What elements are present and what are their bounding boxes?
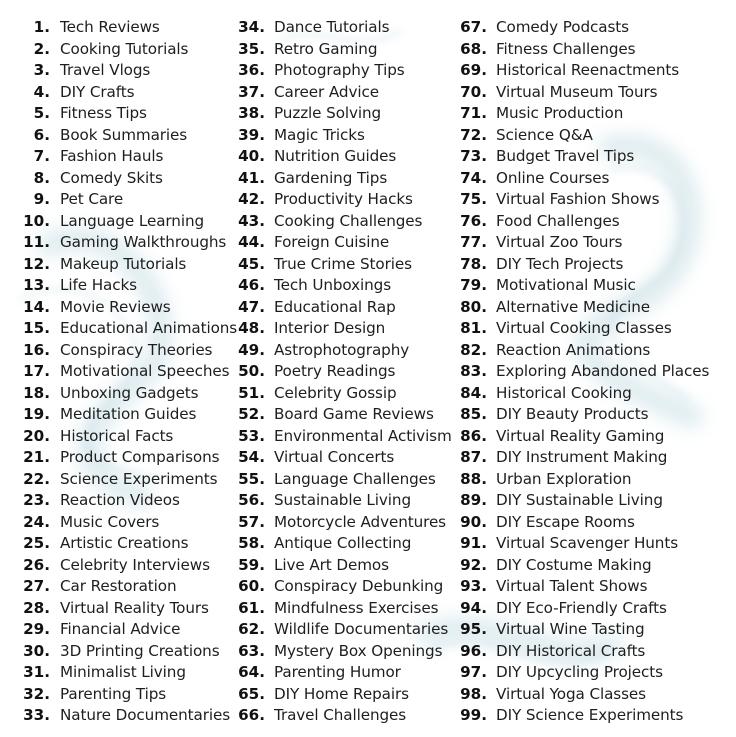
item-label: Cooking Challenges (274, 211, 423, 230)
item-label: Interior Design (274, 319, 386, 337)
item-label: Photography Tips (274, 61, 405, 79)
item-number: 1. (33, 18, 50, 36)
item-number: 25. (23, 534, 50, 552)
item-label: Comedy Skits (60, 168, 163, 187)
item-number: 22. (23, 469, 50, 488)
item-number: 89. (460, 491, 487, 509)
item-number: 82. (460, 340, 487, 359)
item-number: 73. (460, 147, 487, 165)
item-number: 2. (33, 39, 50, 58)
item-number: 50. (238, 362, 265, 380)
item-number: 87. (460, 448, 487, 466)
item-number: 86. (460, 426, 487, 445)
item-number: 51. (238, 383, 265, 402)
item-label: Virtual Scavenger Hunts (496, 534, 679, 552)
item-label: Nature Documentaries (60, 706, 231, 724)
item-number: 10. (23, 211, 50, 230)
item-label: Gaming Walkthroughs (60, 233, 227, 251)
item-number: 68. (460, 39, 487, 58)
item-label: Virtual Yoga Classes (496, 684, 646, 703)
item-number: 67. (460, 18, 487, 36)
item-number: 29. (23, 620, 50, 638)
item-number: 40. (238, 147, 265, 165)
item-label: DIY Home Repairs (274, 684, 409, 703)
item-label: Budget Travel Tips (496, 147, 635, 165)
item-label: Science Q&A (496, 125, 593, 144)
item-number: 23. (23, 491, 50, 509)
item-number: 28. (23, 598, 50, 617)
item-label: Historical Facts (60, 426, 174, 445)
item-label: Meditation Guides (60, 405, 197, 423)
item-number: 4. (33, 82, 50, 101)
item-number: 55. (238, 469, 265, 488)
item-number: 44. (238, 233, 265, 251)
item-label: Music Covers (60, 512, 160, 531)
item-label: Gardening Tips (274, 168, 388, 187)
item-number: 30. (23, 641, 50, 660)
item-label: Comedy Podcasts (496, 18, 629, 36)
item-label: Career Advice (274, 82, 379, 101)
item-label: Alternative Medicine (496, 297, 650, 316)
item-number: 69. (460, 61, 487, 79)
item-label: Poetry Readings (274, 362, 396, 380)
item-label: True Crime Stories (274, 254, 412, 273)
item-label: Pet Care (60, 190, 124, 208)
item-number: 34. (238, 18, 265, 36)
item-number: 49. (238, 340, 265, 359)
item-label: Environmental Activism (274, 426, 452, 445)
item-label: Virtual Talent Shows (496, 577, 648, 595)
item-number: 45. (238, 254, 265, 273)
item-label: Science Experiments (60, 469, 218, 488)
item-number: 8. (33, 168, 50, 187)
item-number: 91. (460, 534, 487, 552)
item-number: 53. (238, 426, 265, 445)
item-number: 94. (460, 598, 487, 617)
item-label: DIY Sustainable Living (496, 491, 663, 509)
item-label: 3D Printing Creations (60, 641, 220, 660)
item-number: 42. (238, 190, 265, 208)
item-label: Exploring Abandoned Places (496, 362, 710, 380)
item-label: Celebrity Gossip (274, 383, 397, 402)
item-number: 72. (460, 125, 487, 144)
item-number: 84. (460, 383, 487, 402)
item-number: 75. (460, 190, 487, 208)
item-label: Reaction Videos (60, 491, 180, 509)
item-number: 83. (460, 362, 487, 380)
item-number: 98. (460, 684, 487, 703)
item-number: 43. (238, 211, 265, 230)
item-label: Motivational Speeches (60, 362, 230, 380)
item-number: 56. (238, 491, 265, 509)
item-label: DIY Science Experiments (496, 706, 684, 724)
item-label: DIY Crafts (60, 82, 135, 101)
item-number: 37. (238, 82, 265, 101)
item-label: Makeup Tutorials (60, 254, 187, 273)
item-number: 99. (460, 706, 487, 724)
item-number: 24. (23, 512, 50, 531)
item-label: Fashion Hauls (60, 147, 164, 165)
item-number: 71. (460, 104, 487, 122)
item-number: 97. (460, 663, 487, 681)
item-label: Virtual Reality Gaming (496, 426, 665, 445)
item-number: 77. (460, 233, 487, 251)
item-label: DIY Eco-Friendly Crafts (496, 598, 667, 617)
item-number: 80. (460, 297, 487, 316)
item-number: 31. (23, 663, 50, 681)
item-number: 36. (238, 61, 265, 79)
item-label: Sustainable Living (274, 491, 411, 509)
item-number: 11. (23, 233, 50, 251)
item-label: Book Summaries (60, 125, 188, 144)
item-label: Astrophotography (274, 340, 410, 359)
item-label: Parenting Tips (60, 684, 167, 703)
item-number: 27. (23, 577, 50, 595)
item-label: Language Challenges (274, 469, 436, 488)
item-label: Virtual Fashion Shows (496, 190, 660, 208)
item-number: 63. (238, 641, 265, 660)
item-number: 66. (238, 706, 265, 724)
item-label: Online Courses (496, 168, 610, 187)
item-label: DIY Beauty Products (496, 405, 649, 423)
item-number: 41. (238, 168, 265, 187)
item-label: Cooking Tutorials (60, 39, 189, 58)
item-number: 59. (238, 555, 265, 574)
item-label: Motivational Music (496, 276, 636, 294)
item-number: 14. (23, 297, 50, 316)
item-number: 16. (23, 340, 50, 359)
item-label: Conspiracy Debunking (274, 577, 444, 595)
item-label: Fitness Challenges (496, 39, 636, 58)
item-number: 9. (33, 190, 50, 208)
item-label: DIY Instrument Making (496, 448, 668, 466)
item-label: Virtual Cooking Classes (496, 319, 672, 337)
item-label: Foreign Cuisine (274, 233, 390, 251)
item-label: Virtual Wine Tasting (496, 620, 645, 638)
item-label: Conspiracy Theories (60, 340, 213, 359)
item-label: Language Learning (60, 211, 205, 230)
item-label: Virtual Zoo Tours (496, 233, 623, 251)
item-number: 65. (238, 684, 265, 703)
item-number: 21. (23, 448, 50, 466)
item-label: Tech Reviews (60, 18, 160, 36)
item-number: 62. (238, 620, 265, 638)
item-label: Dance Tutorials (274, 18, 390, 36)
item-number: 26. (23, 555, 50, 574)
item-number: 95. (460, 620, 487, 638)
item-label: DIY Escape Rooms (496, 512, 635, 531)
item-label: Educational Rap (274, 297, 396, 316)
item-number: 85. (460, 405, 487, 423)
item-label: Productivity Hacks (274, 190, 413, 208)
item-number: 74. (460, 168, 487, 187)
item-number: 19. (23, 405, 50, 423)
item-label: Tech Unboxings (274, 276, 392, 294)
item-number: 96. (460, 641, 487, 660)
item-number: 17. (23, 362, 50, 380)
item-number: 5. (33, 104, 50, 122)
item-number: 70. (460, 82, 487, 101)
item-number: 90. (460, 512, 487, 531)
item-number: 64. (238, 663, 265, 681)
item-label: DIY Historical Crafts (496, 641, 646, 660)
item-label: Historical Cooking (496, 383, 632, 402)
item-label: Music Production (496, 104, 624, 122)
item-number: 52. (238, 405, 265, 423)
item-label: Product Comparisons (60, 448, 220, 466)
item-label: Unboxing Gadgets (60, 383, 199, 402)
item-label: Travel Challenges (274, 706, 407, 724)
item-label: Parenting Humor (274, 663, 401, 681)
item-label: Food Challenges (496, 211, 620, 230)
item-label: Movie Reviews (60, 297, 171, 316)
item-number: 76. (460, 211, 487, 230)
item-number: 39. (238, 125, 265, 144)
item-number: 93. (460, 577, 487, 595)
item-number: 58. (238, 534, 265, 552)
item-number: 61. (238, 598, 265, 617)
item-number: 48. (238, 319, 265, 337)
item-number: 88. (460, 469, 487, 488)
item-number: 7. (33, 147, 50, 165)
item-label: Life Hacks (60, 276, 137, 294)
item-number: 6. (33, 125, 50, 144)
item-number: 38. (238, 104, 265, 122)
item-number: 20. (23, 426, 50, 445)
item-label: Virtual Concerts (274, 448, 395, 466)
item-label: Board Game Reviews (274, 405, 434, 423)
item-label: Urban Exploration (496, 469, 632, 488)
item-label: Virtual Reality Tours (60, 598, 209, 617)
item-number: 18. (23, 383, 50, 402)
item-number: 32. (23, 684, 50, 703)
item-label: Minimalist Living (60, 663, 186, 681)
item-label: Travel Vlogs (60, 61, 151, 79)
item-label: Car Restoration (60, 577, 177, 595)
item-label: Educational Animations (60, 319, 238, 337)
item-number: 12. (23, 254, 50, 273)
item-label: Wildlife Documentaries (274, 620, 449, 638)
item-label: DIY Upcycling Projects (496, 663, 663, 681)
item-label: Antique Collecting (274, 534, 412, 552)
item-label: Celebrity Interviews (60, 555, 210, 574)
item-label: Financial Advice (60, 620, 181, 638)
item-number: 78. (460, 254, 487, 273)
item-number: 79. (460, 276, 487, 294)
item-label: Fitness Tips (60, 104, 147, 122)
item-number: 3. (33, 61, 50, 79)
item-label: Reaction Animations (496, 340, 651, 359)
item-label: Nutrition Guides (274, 147, 397, 165)
item-label: Artistic Creations (60, 534, 189, 552)
item-number: 46. (238, 276, 265, 294)
item-label: Magic Tricks (274, 125, 365, 144)
item-label: Historical Reenactments (496, 61, 680, 79)
item-number: 57. (238, 512, 265, 531)
item-label: DIY Costume Making (496, 555, 652, 574)
item-number: 60. (238, 577, 265, 595)
item-number: 92. (460, 555, 487, 574)
item-number: 13. (23, 276, 50, 294)
item-label: Motorcycle Adventures (274, 512, 446, 531)
item-label: Mystery Box Openings (274, 641, 443, 660)
item-number: 33. (23, 706, 50, 724)
item-number: 47. (238, 297, 265, 316)
item-label: Retro Gaming (274, 39, 378, 58)
item-number: 54. (238, 448, 265, 466)
item-number: 81. (460, 319, 487, 337)
item-label: DIY Tech Projects (496, 254, 624, 273)
item-label: Virtual Museum Tours (496, 82, 658, 101)
item-number: 35. (238, 39, 265, 58)
item-label: Puzzle Solving (274, 104, 382, 122)
item-label: Mindfulness Exercises (274, 598, 439, 617)
item-number: 15. (23, 319, 50, 337)
item-label: Live Art Demos (274, 555, 389, 574)
